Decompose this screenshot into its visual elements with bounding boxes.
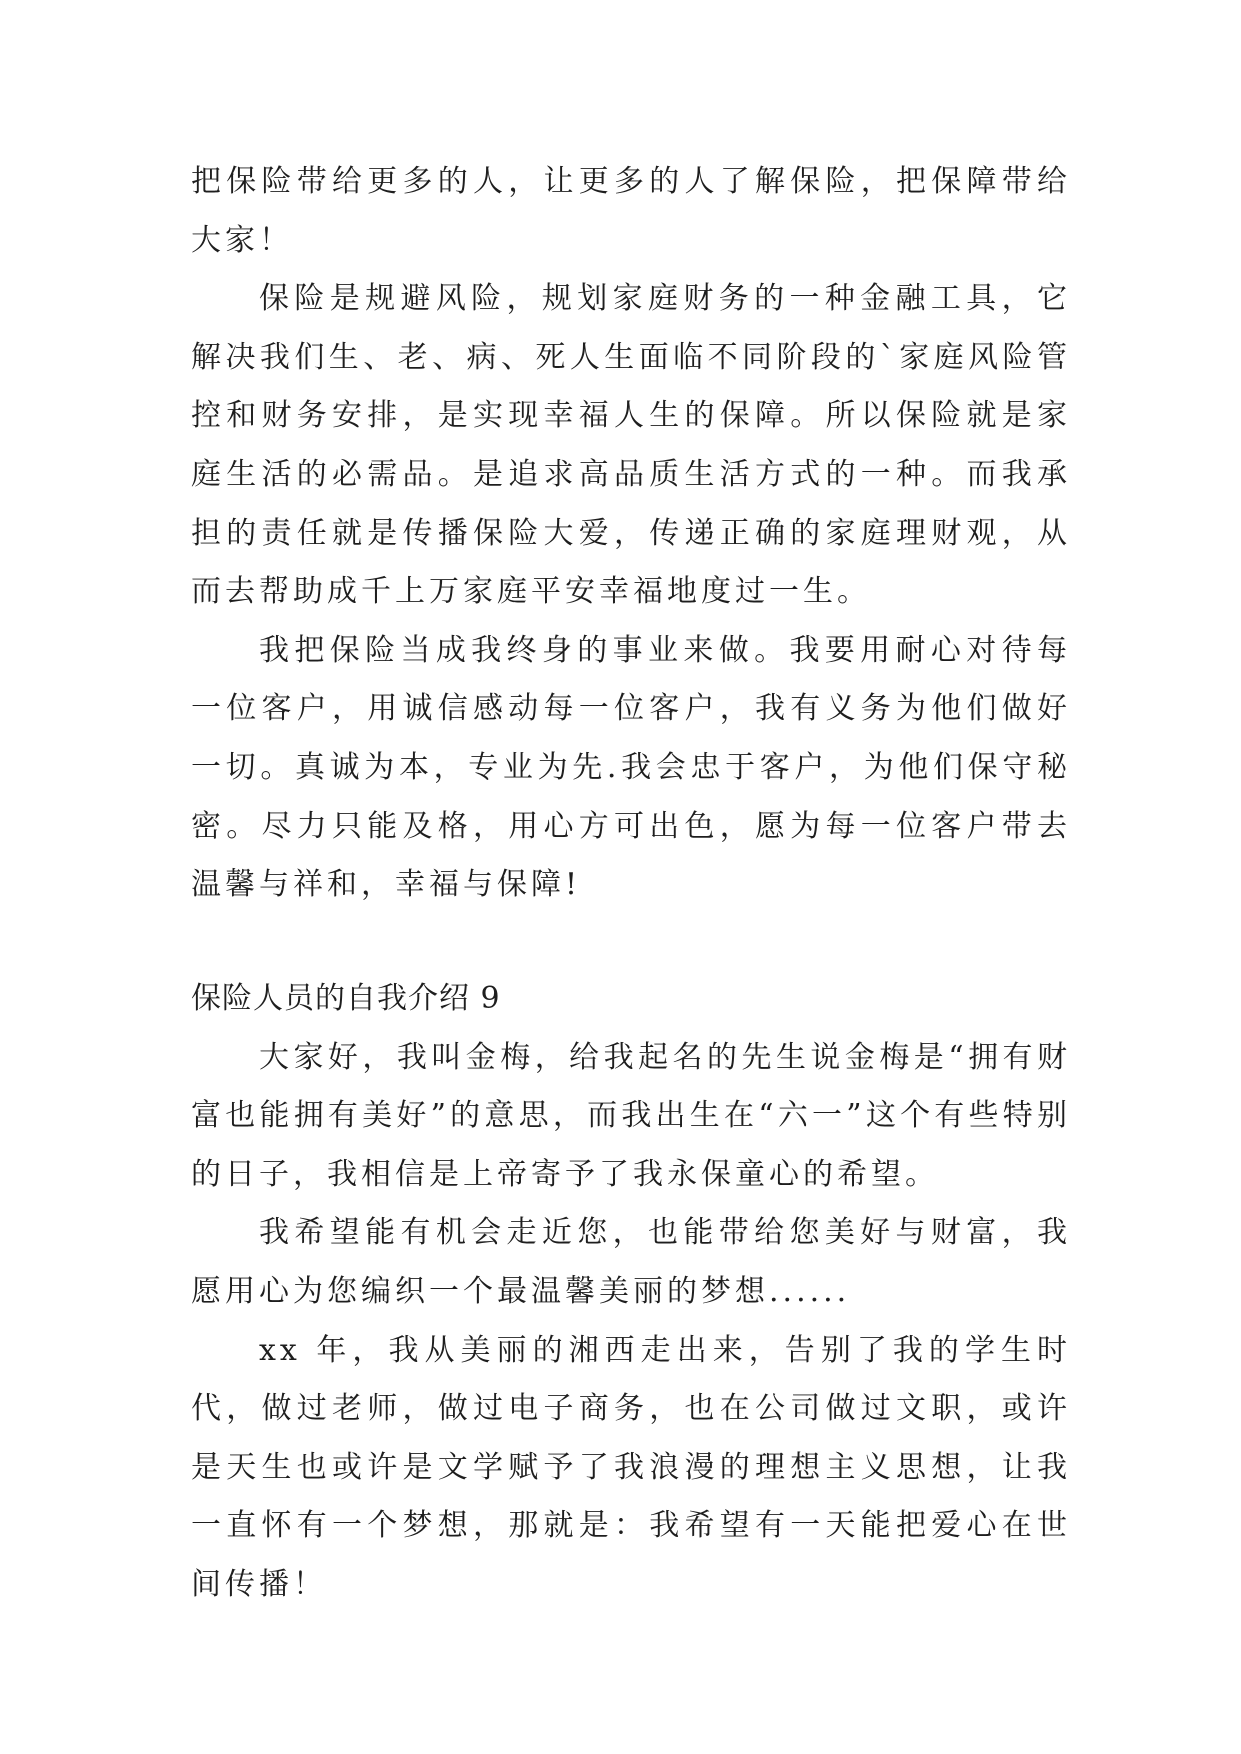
paragraph-background: xx 年，我从美丽的湘西走出来，告别了我的学生时代，做过老师，做过电子商务，也在公司做过文职，或许是天生也或许是文学赋予了我浪漫的理想主义思想，让我一直怀有一个梦想，那就是：我希望有一天能把爱心在世间传播！ [191, 1332, 1071, 1602]
document-body-top [191, 153, 1071, 915]
paragraph-hope: 我希望能有机会走近您，也能带给您美好与财富，我愿用心为您编织一个最温馨美丽的梦想...... [191, 1215, 1071, 1309]
continued-paragraph: 把保险带给更多的人，让更多的人了解保险，把保障带给大家！ [191, 164, 1071, 258]
document-section-9 [191, 970, 1071, 1615]
paragraph-insurance-purpose: 保险是规避风险，规划家庭财务的一种金融工具，它解决我们生、老、病、死人生面临不同阶段的`家庭风险管控和财务安排，是实现幸福人生的保障。所以保险就是家庭生活的必需品。是追求高品质生活方式的一种。而我承担的责任就是传播保险大爱，传递正确的家庭理财观，从而去帮助成千上万家庭平安幸福地度过一生。 [191, 281, 1071, 610]
section-heading: 保险人员的自我介绍 9 [191, 981, 501, 1016]
paragraph-self-introduction: 大家好，我叫金梅，给我起名的先生说金梅是“拥有财富也能拥有美好”的意思，而我出生在“六一”这个有些特别的日子，我相信是上帝寄予了我永保童心的希望。 [191, 1039, 1071, 1192]
paragraph-career-commitment: 我把保险当成我终身的事业来做。我要用耐心对待每一位客户，用诚信感动每一位客户，我有义务为他们做好一切。真诚为本，专业为先.我会忠于客户，为他们保守秘密。尽力只能及格，用心方可出色，愿为每一位客户带去温馨与祥和，幸福与保障! [191, 632, 1071, 903]
